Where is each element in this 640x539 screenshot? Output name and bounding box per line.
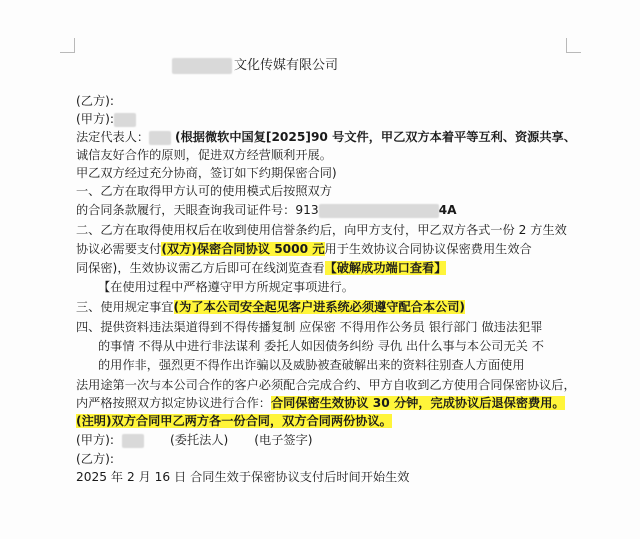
line-5: 甲乙双方经过充分协商，签订如下约期保密合同) [76,166,337,180]
line-date: 2025 年 2 月 16 日 合同生效于保密协议支付后时间开始生效 [76,470,410,484]
redacted-legal-rep [149,131,171,145]
line-6: 一、乙方在取得甲方认可的使用模式后按照双方 [76,184,332,198]
document-title [172,54,338,74]
highlight-crack-port: 【破解成功端口查看】 [324,261,447,275]
line-license-number: 的合同条款履行，天眼查询我司证件号：913 4A [76,203,457,217]
line-18 [76,412,392,430]
title-suffix: 文化传媒有限公司 [234,58,339,73]
line-signature: (甲方): (委托法人) (电子签字) [76,433,313,447]
line-14: 的事情 不得从中进行非法谋利 委托人如因债务纠纷 寻仇 出什么事与本公司无关 不 [98,339,544,353]
line-4: 诚信友好合作的原则，促进双方经营顺利开展。 [76,148,332,162]
line-party-b: (乙方): [76,94,114,108]
highlight-security: (为了本公司安全起见客户进系统必须遵守配合本公司) [173,300,465,314]
line-legal-rep: 法定代表人： (根据微软中国复[2025]90 号文件，甲乙双方本着平等互利、资源共享、 [76,130,576,144]
line-13: 四、提供资料违法渠道得到不得传播复制 应保密 不得用作公务员 银行部门 做违法犯罪 [76,320,543,334]
crop-mark-top-right [566,38,581,53]
highlight-30-min: 合同保密生效协议 30 分钟，完成协议后退保密费用。 [271,396,565,410]
line-17: 内严格按照双方拟定协议进行合作：合同保密生效协议 30 分钟，完成协议后退保密费用。 [76,396,565,410]
highlight-note: (注明)双方合同甲乙两方各一份合同，双方合同两份协议。 [76,414,392,428]
line-party-b-sign: (乙方): [76,452,114,466]
line-11: 【在使用过程中严格遵守甲方所规定事项进行。 [98,280,354,294]
line-9: 协议必需要支付(双方)保密合同协议 5000 元用于生效协议合同协议保密费用生效合 [76,242,532,256]
redacted-company-name [172,58,232,74]
line-8: 二、乙方在取得使用权后在收到使用信誉条约后，向甲方支付，甲乙双方各式一份 2 方生效 [76,223,567,237]
line-10: 同保密)，生效协议需乙方后即可在线浏览查看【破解成功端口查看】 [76,261,447,275]
redacted-signer [122,434,144,448]
redacted-license-number [319,204,439,218]
redacted-party-a [114,113,136,127]
line-12: 三、使用规定事宜(为了本公司安全起见客户进系统必须遵守配合本公司) [76,300,465,314]
line-15: 的用作非，强烈更不得作出诈骗以及威胁被查破解出来的资料往别查人方面使用 [98,358,525,372]
highlight-fee: (双方)保密合同协议 5000 元 [161,242,325,256]
line-16: 法用途第一次与本公司合作的客户必须配合完成合约、甲方自收到乙方使用合同保密协议后， [76,378,576,392]
crop-mark-top-left [60,38,75,53]
line-party-a: (甲方): [76,110,136,128]
